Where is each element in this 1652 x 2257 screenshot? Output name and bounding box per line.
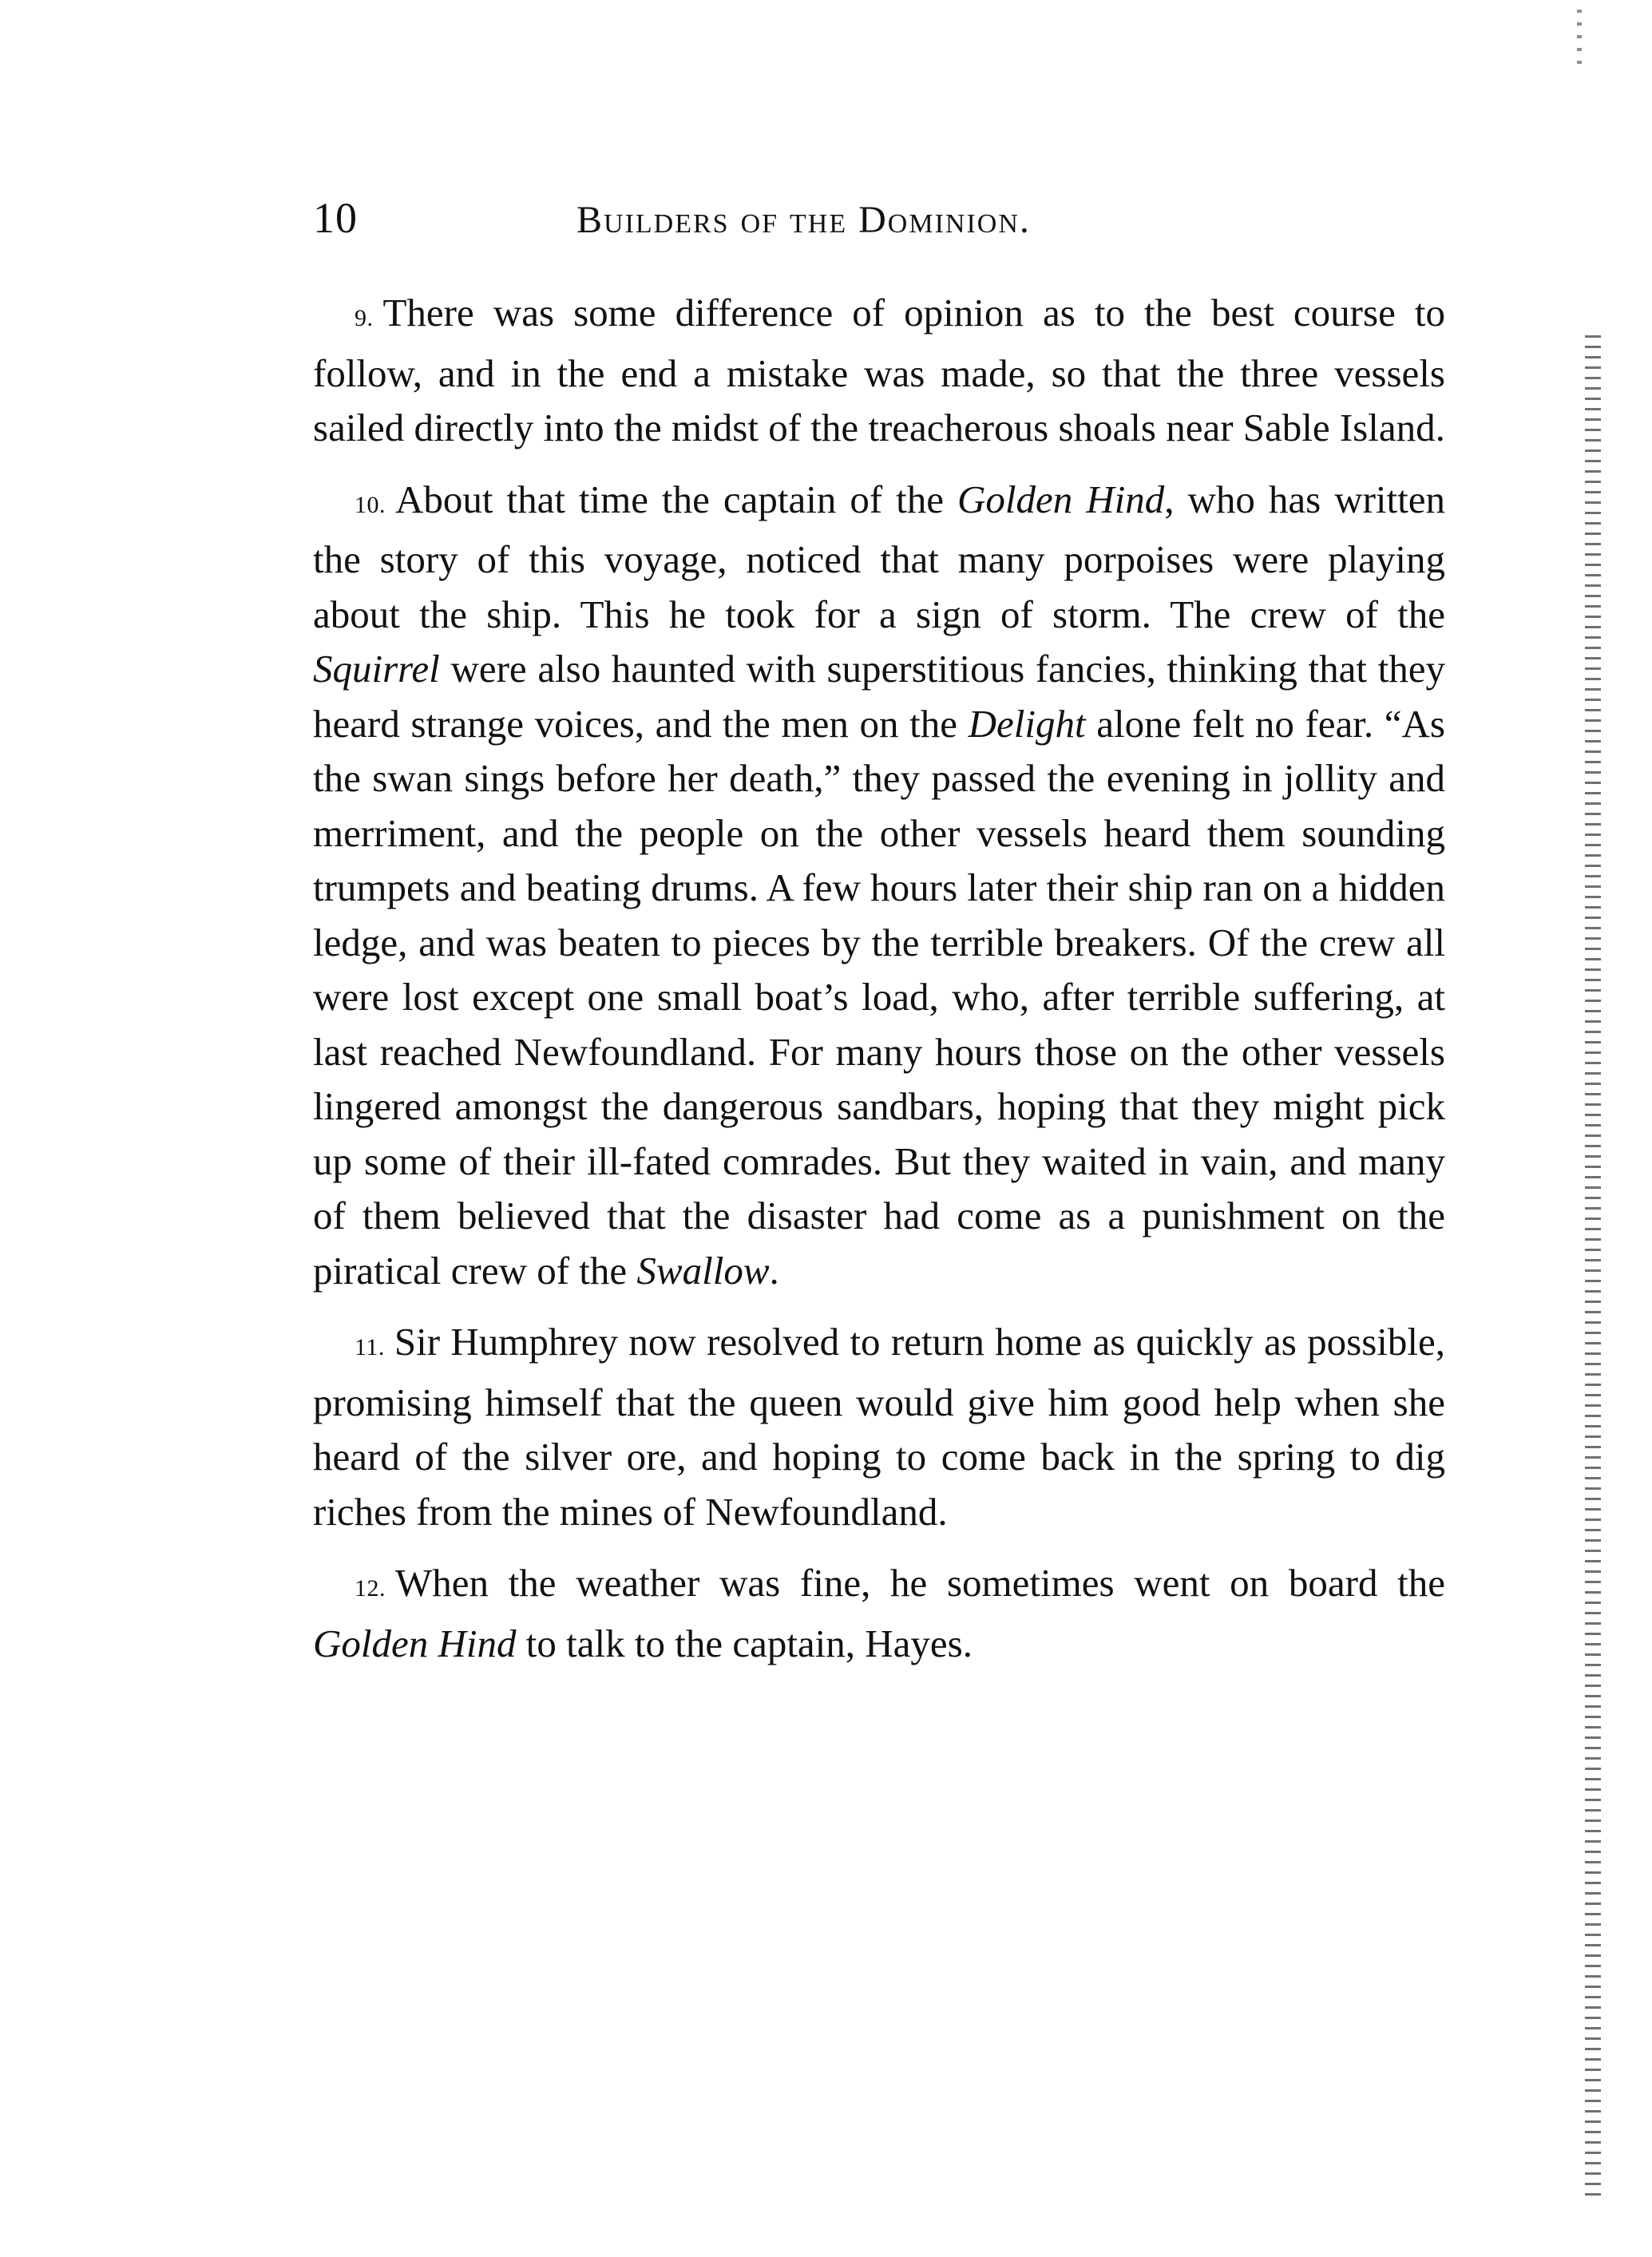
paragraph-11 [313,1315,1445,1539]
running-head [313,193,1447,257]
ship-name-italic: Swallow [636,1248,770,1293]
ship-name-italic: Golden Hind [957,477,1165,521]
ship-name-italic: Squirrel [313,647,440,691]
page-number: 10 [313,194,358,242]
paragraph-text: to talk to the captain, Hayes. [516,1621,973,1665]
ship-name-italic: Golden Hind [313,1621,517,1665]
paragraph-text: About that time the captain of the [395,477,958,521]
scan-edge-marks-top [1577,0,1582,64]
paragraph-number: 10. [355,491,386,518]
ship-name-italic: Delight [968,701,1086,746]
scan-edge-marks [1585,327,1601,2204]
paragraph-text: There was some difference of opinion as to the best course to follow, and in the end a mistake was made, so that the three vessels sailed directly into the midst of the treacherous shoals near Sable Island. [313,291,1445,449]
paragraph-text: When the weather was fine, he sometimes went on board the [395,1561,1445,1605]
paragraph-number: 11. [355,1334,385,1360]
paragraph-text: . [769,1248,779,1293]
paragraph-number: 12. [355,1575,386,1602]
paragraph-9 [313,286,1445,456]
paragraph-number: 9. [355,305,374,331]
paragraph-text: Sir Humphrey now resolved to return home as quickly as possible, promising himself that the queen would give him good help when she heard of the silver ore, and hoping to come back in the spring to dig riches from the mines of Newfoundland. [313,1320,1445,1534]
paragraph-10 [313,473,1445,1299]
paragraph-text: were also haunted with superstitious fancies, thinking that they heard strange voices, and the men on the [313,647,1445,746]
paragraph-text: alone felt no fear. “As the swan sings before her death,” they passed the evening in jollity and merriment, and the people on the other vessels heard them sounding trumpets and beating drums. A few hours later their ship ran on a hidden ledge, and was beaten to pieces by the terrible breakers. Of the crew all were lost except one small boat’s load, who, after terrible suffering, at last reached Newfoundland. For many hours those on the other vessels lingered amongst the dangerous sandbars, hoping that they might pick up some of their ill-fated comrades. But they waited in vain, and many of them believed that the disaster had come as a punishment on the piratical crew of the [313,701,1445,1293]
body-text [313,286,1445,1688]
paragraph-12 [313,1556,1445,1671]
paragraph-text: , who has written the story of this voyage, noticed that many porpoises were playing about the ship. This he took for a sign of storm. The crew of the [313,477,1446,636]
running-title: Builders of the Dominion. [576,199,1031,241]
